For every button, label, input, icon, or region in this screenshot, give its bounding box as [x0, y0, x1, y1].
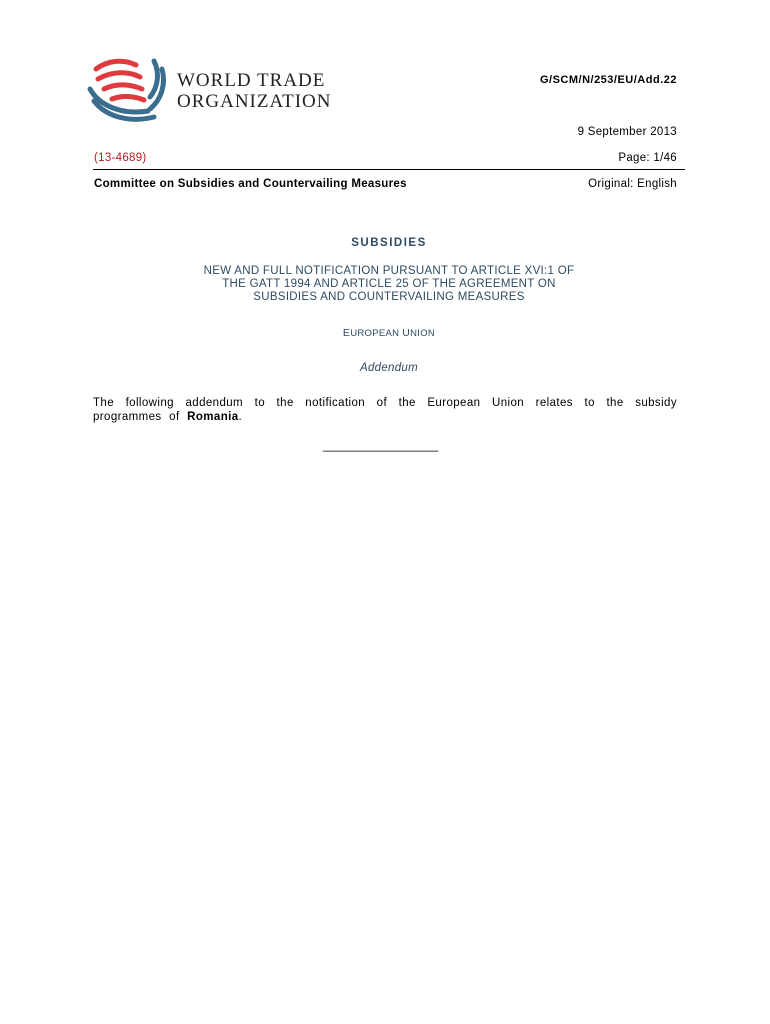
- end-rule: __________________: [323, 440, 439, 452]
- document-date: 9 September 2013: [577, 126, 677, 138]
- logo-line-2: ORGANIZATION: [177, 91, 332, 112]
- notification-title: [93, 265, 685, 304]
- document-subtitle: Addendum: [359, 362, 419, 374]
- document-symbol: G/SCM/N/253/EU/Add.22: [539, 74, 677, 86]
- notification-line-1: NEW AND FULL NOTIFICATION PURSUANT TO ARTICLE XVI:1 OF: [203, 265, 575, 277]
- wto-emblem-icon: [84, 55, 174, 130]
- body-suffix: .: [238, 410, 243, 423]
- member-rest-1: UROPEAN: [350, 328, 403, 339]
- wto-logo-text: [177, 71, 331, 113]
- notification-line-3: SUBSIDIES AND COUNTERVAILING MEASURES: [253, 291, 525, 303]
- reference-number: (13-4689): [94, 152, 147, 164]
- committee-name: Committee on Subsidies and Countervailing Measures: [94, 178, 407, 190]
- member-cap-2: U: [402, 327, 411, 339]
- body-paragraph: [93, 397, 677, 424]
- member-cap-1: E: [342, 327, 351, 339]
- wto-logo: [84, 55, 344, 130]
- original-language: Original: English: [588, 178, 677, 190]
- document-heading: SUBSIDIES: [351, 237, 427, 249]
- notification-line-2: THE GATT 1994 AND ARTICLE 25 OF THE AGREEMENT ON: [222, 278, 556, 290]
- header-divider: [93, 169, 685, 170]
- logo-line-1: WORLD TRADE: [177, 70, 326, 91]
- member-name: [93, 327, 685, 339]
- member-rest-2: NION: [410, 328, 436, 339]
- page-indicator: Page: 1/46: [618, 152, 677, 164]
- country-name: Romania: [187, 410, 239, 423]
- body-text: The following addendum to the notification of the European Union relates to the subsidy programmes of: [93, 397, 677, 423]
